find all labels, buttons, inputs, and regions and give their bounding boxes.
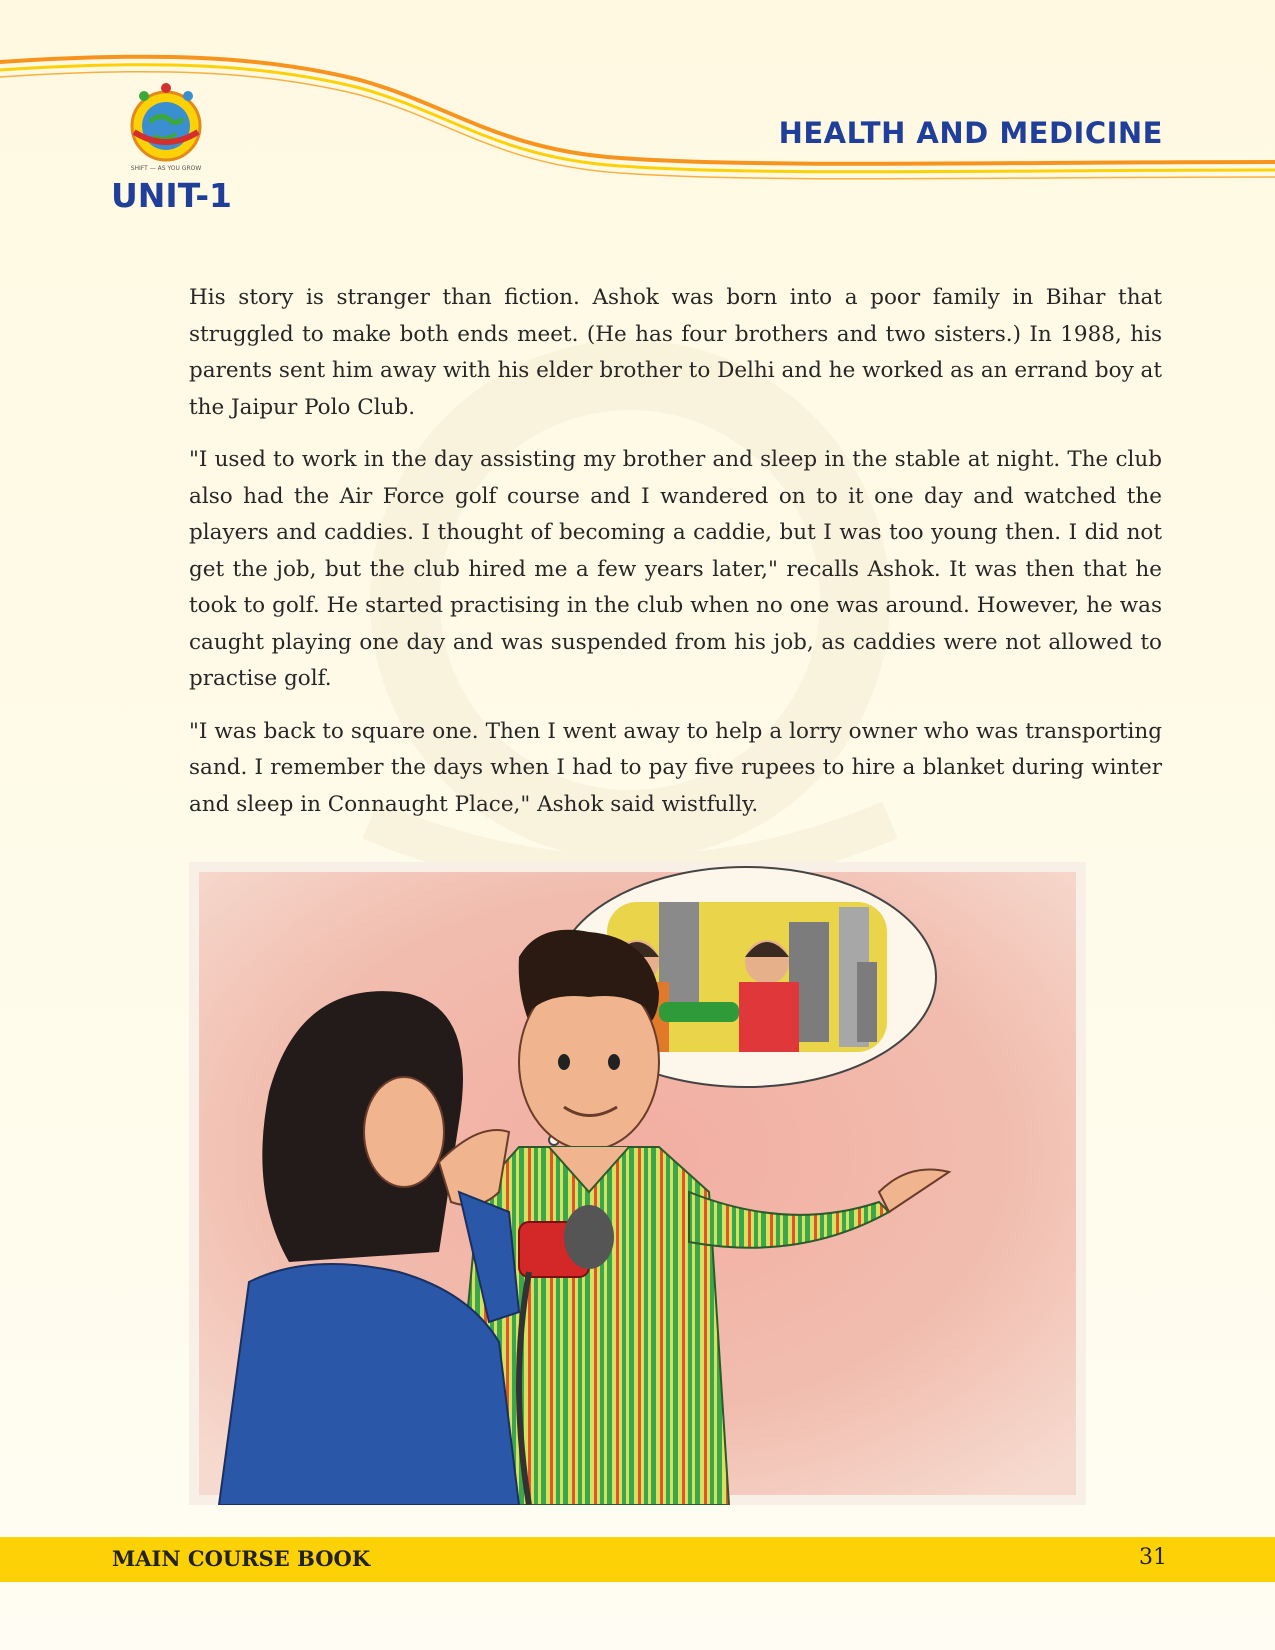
svg-text:SHIFT — AS YOU GROW: SHIFT — AS YOU GROW [130,165,202,172]
globe-emblem-icon [120,82,212,176]
unit-label: UNIT-1 [111,176,233,215]
paragraph-1: His story is stranger than fiction. Ashok was born into a poor family in Bihar that struggled to make both ends meet. (He has four brothers and two sisters.) In 1988, his parents sent him away with his elder brother to Delhi and he worked as an errand boy at the Jaipur Polo Club. [189,285,1163,420]
chapter-title: HEALTH AND MEDICINE [778,116,1163,150]
page-number: 31 [1139,1545,1167,1570]
paragraph-3: "I was back to square one. Then I went away to help a lorry owner who was transporting sand. I remember the days when I had to pay five rupees to hire a blanket during winter and sleep in Connaught Place," Ashok said wistfully. [189,718,1162,817]
paragraph-2: "I used to work in the day assisting my brother and sleep in the stable at night. The club also had the Air Force golf course and I wandered on to it one day and watched the players and caddies. I thought of becoming a caddie, but I was too young then. I did not get the job, but the club hired me a few years later," recalls Ashok. It was then that he took to golf. He started practising in the club when no one was around. However, he was caught playing one day and was suspended from his job, as caddies were not allowed to practise golf. [189,447,1162,691]
interview-illustration [189,862,1086,1505]
footer-book-title: MAIN COURSE BOOK [112,1546,371,1571]
story-text [189,280,1162,839]
